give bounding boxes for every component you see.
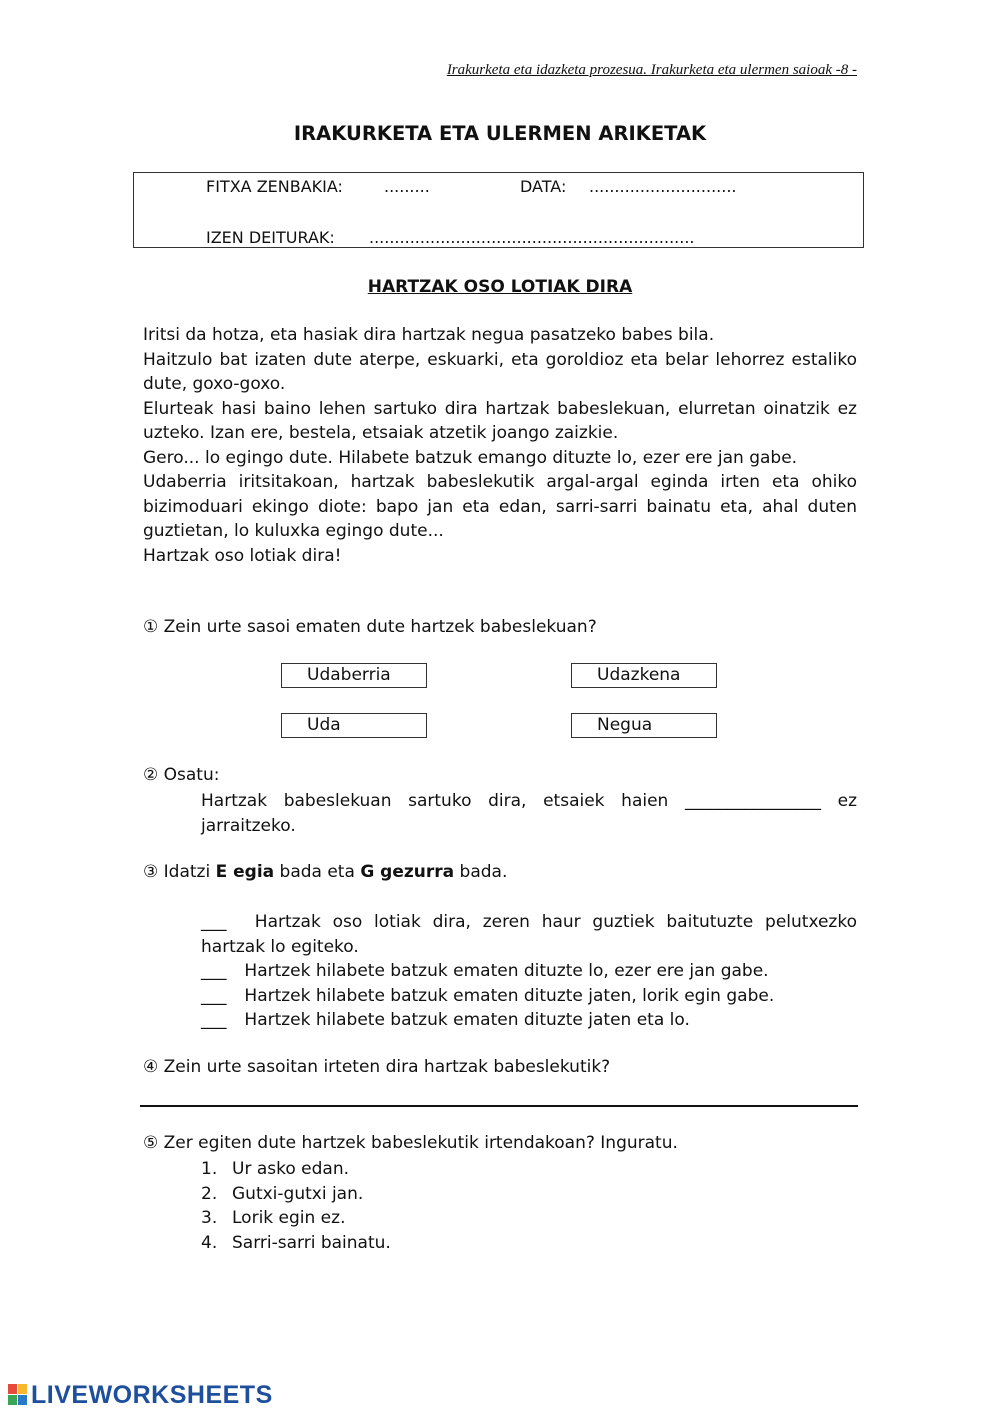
choice-number: 3. (201, 1208, 218, 1228)
story-text (143, 323, 857, 568)
choice-number: 2. (201, 1184, 218, 1204)
q3-true-key: E egia (215, 862, 275, 882)
data-label: DATA: (520, 177, 567, 196)
fitxa-input[interactable]: ......... (384, 177, 430, 196)
fill-in-sentence[interactable]: Hartzak babeslekuan sartuko dira, etsaiek haien ________________ ez jarraitzeko. (201, 791, 857, 836)
option-udazkena[interactable]: Udazkena (571, 663, 717, 688)
statement-text: Hartzek hilabete batzuk ematen dituzte jaten, lorik egin gabe. (244, 986, 775, 1006)
choice-text: Gutxi-gutxi jan. (232, 1184, 364, 1204)
statement-text: Hartzek hilabete batzuk ematen dituzte jaten eta lo. (244, 1010, 690, 1030)
answer-blank[interactable]: ___ (201, 912, 227, 932)
story-paragraph: Udaberria iritsitakoan, hartzak babeslekutik argal-argal eginda irten eta ohiko bizimoduari ekingo diote: bapo jan eta edan, sarri-sarri bainatu eta, ahal duten guztietan, lo kuluxka egingo dute... (143, 472, 857, 541)
choice-text: Sarri-sarri bainatu. (232, 1233, 391, 1253)
q3-prefix: ③ Idatzi (143, 862, 211, 882)
choice-number: 1. (201, 1159, 218, 1179)
q3-false-key: G gezurra (360, 862, 455, 882)
choice-item[interactable] (201, 1206, 345, 1231)
question-4: ④ Zein urte sasoitan irteten dira hartzak babeslekutik? (143, 1057, 611, 1077)
true-false-item (201, 910, 857, 959)
true-false-item (201, 1008, 857, 1033)
choice-item[interactable] (201, 1157, 349, 1182)
true-false-item (201, 959, 857, 984)
story-paragraph: Iritsi da hotza, eta hasiak dira hartzak negua pasatzeko babes bila. (143, 325, 715, 345)
story-paragraph: Hartzak oso lotiak dira! (143, 545, 342, 566)
fitxa-label: FITXA ZENBAKIA: (206, 177, 343, 196)
q3-suffix: bada. (459, 862, 508, 882)
story-paragraph: Elurteak hasi baino lehen sartuko dira hartzak babeslekuan, elurretan oinatzik ez uzteko. Izan ere, bestela, etsaiak atzetik joango zaizkie. (143, 398, 857, 443)
student-info-box (133, 172, 864, 248)
question-3 (143, 862, 507, 882)
choice-number: 4. (201, 1233, 218, 1253)
page-title: IRAKURKETA ETA ULERMEN ARIKETAK (293, 122, 707, 145)
story-title: HARTZAK OSO LOTIAK DIRA (367, 277, 633, 297)
option-uda[interactable]: Uda (281, 713, 427, 738)
choice-text: Ur asko edan. (232, 1159, 349, 1179)
choice-item[interactable] (201, 1182, 363, 1207)
izen-input[interactable]: ................................................................ (369, 228, 695, 247)
data-input[interactable]: ............................. (589, 177, 737, 196)
answer-blank[interactable]: ___ (201, 961, 227, 981)
true-false-item (201, 984, 857, 1009)
liveworksheets-logo-icon (8, 1384, 28, 1406)
option-negua[interactable]: Negua (571, 713, 717, 738)
liveworksheets-logo (8, 1381, 273, 1410)
question-2: ② Osatu: (143, 765, 220, 785)
choice-text: Lorik egin ez. (232, 1208, 346, 1228)
answer-line[interactable] (140, 1105, 858, 1107)
story-paragraph: Haitzulo bat izaten dute aterpe, eskuarki, eta goroldioz eta belar lehorrez estaliko dute, goxo-goxo. (143, 349, 857, 394)
running-header: Irakurketa eta idazketa prozesua. Irakurketa eta ulermen saioak -8 - (446, 62, 857, 78)
answer-blank[interactable]: ___ (201, 986, 227, 1006)
izen-label: IZEN DEITURAK: (206, 228, 335, 247)
question-1: ① Zein urte sasoi ematen dute hartzek babeslekuan? (143, 617, 597, 637)
answer-blank[interactable]: ___ (201, 1010, 227, 1030)
logo-text: LIVEWORKSHEETS (31, 1381, 273, 1409)
choice-item[interactable] (201, 1231, 391, 1256)
statement-text: Hartzak oso lotiak dira, zeren haur guztiek baitutuzte pelutxezko hartzak lo egiteko. (201, 912, 857, 957)
statement-text: Hartzek hilabete batzuk ematen dituzte lo, ezer ere jan gabe. (244, 961, 769, 981)
question-5: ⑤ Zer egiten dute hartzek babeslekutik irtendakoan? Inguratu. (143, 1133, 678, 1153)
q3-middle: bada eta (279, 862, 355, 882)
story-paragraph: Gero... lo egingo dute. Hilabete batzuk emango dituzte lo, ezer ere jan gabe. (143, 447, 798, 468)
option-udaberria[interactable]: Udaberria (281, 663, 427, 688)
